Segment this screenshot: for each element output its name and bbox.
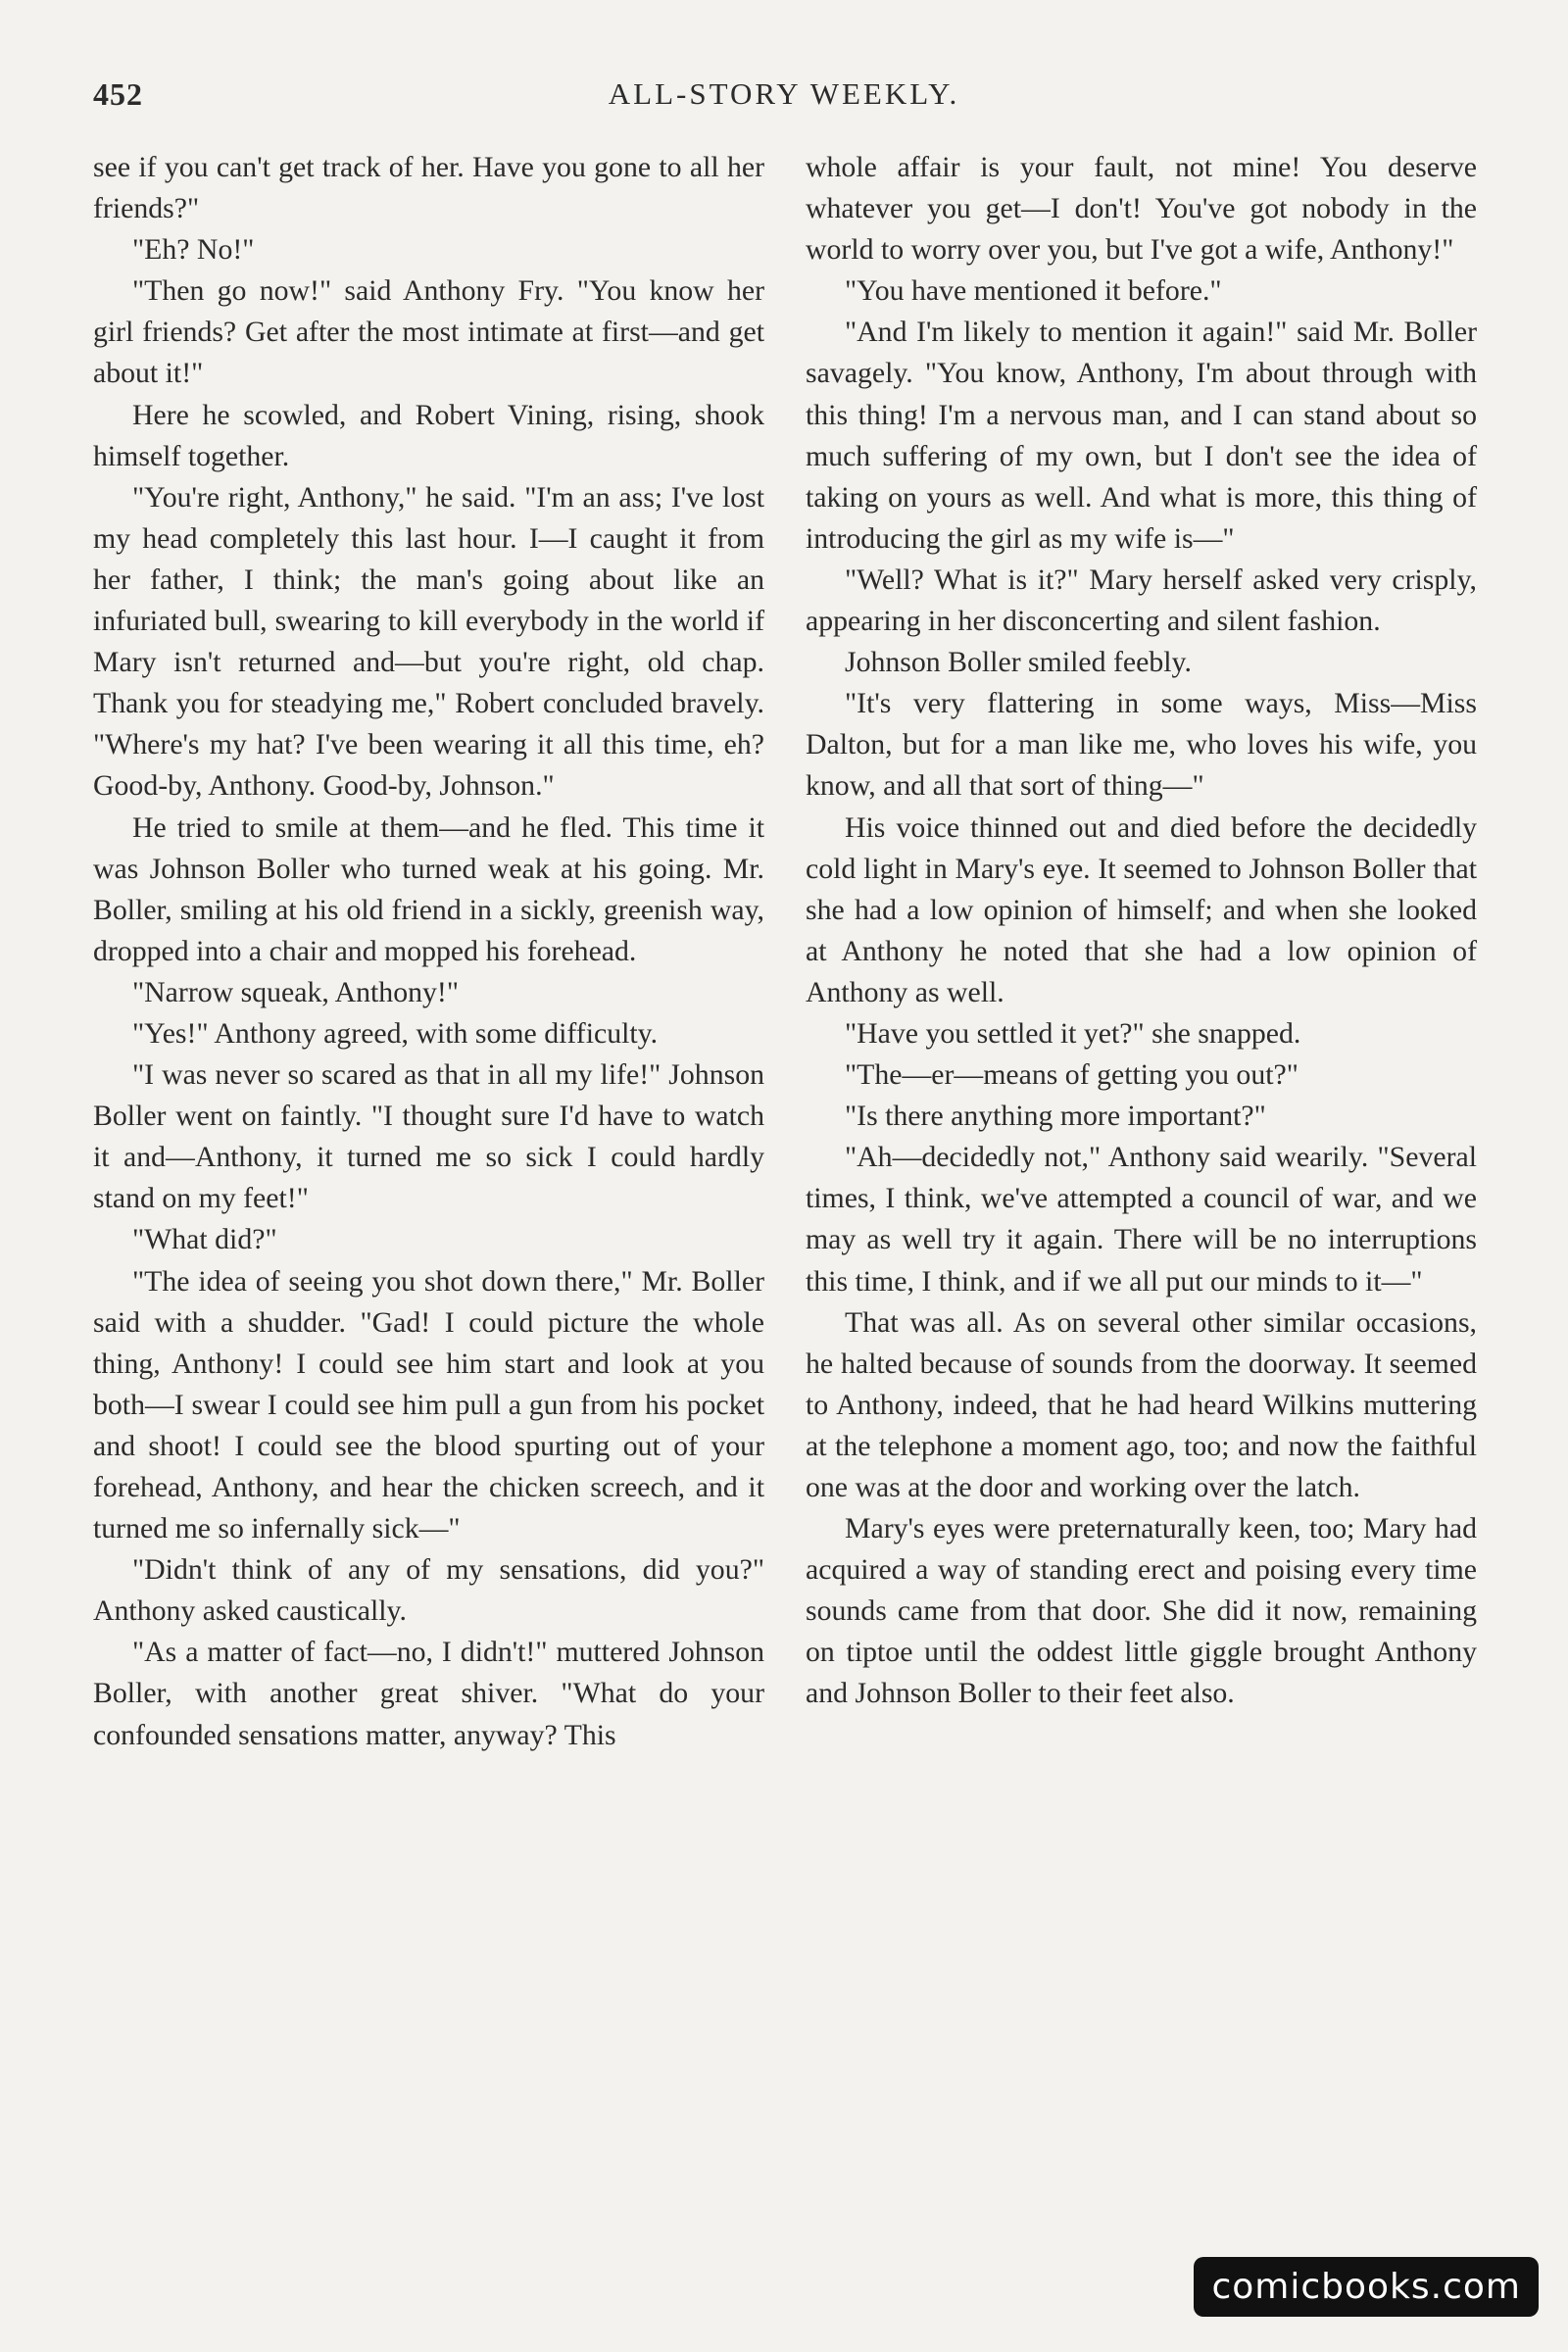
paragraph: "What did?": [132, 1223, 277, 1256]
paragraph: Here he scowled, and Robert Vining, rising, shook himself together.: [93, 398, 764, 472]
right-column: [806, 147, 1477, 1715]
paragraph: "As a matter of fact—no, I didn't!" muttered Johnson Boller, with another great shiver. "What do your confounded sensations matter, anyway? This: [93, 1636, 764, 1751]
paragraph: "Then go now!" said Anthony Fry. "You know her girl friends? Get after the most intimate at first—and get about it!": [93, 274, 764, 390]
paragraph: "The—er—means of getting you out?": [845, 1058, 1298, 1092]
watermark-logo: comicbooks.com: [1194, 2257, 1539, 2317]
paragraph: "And I'm likely to mention it again!" said Mr. Boller savagely. "You know, Anthony, I'm about through with this thing! I'm a nervous man, and I can stand about so much suffering of my own, but I don't see the idea of taking on yours as well. And what is more, this thing of introducing the girl as my wife is—": [806, 316, 1477, 555]
paragraph: "Didn't think of any of my sensations, did you?" Anthony asked caustically.: [93, 1553, 764, 1628]
paragraph: "Narrow squeak, Anthony!": [132, 975, 459, 1008]
paragraph: Johnson Boller smiled feebly.: [845, 646, 1192, 679]
running-head: ALL-STORY WEEKLY.: [608, 76, 960, 111]
page-number: 452: [93, 76, 143, 112]
paragraph: "I was never so scared as that in all my life!" Johnson Boller went on faintly. "I thought sure I'd have to watch it and—Anthony, it turned me so sick I could hardly stand on my feet!": [93, 1058, 764, 1215]
paragraph: "Well? What is it?" Mary herself asked very crisply, appearing in her disconcerting and silent fashion.: [806, 563, 1477, 638]
paragraph: "It's very flattering in some ways, Miss—Miss Dalton, but for a man like me, who loves his wife, you know, and all that sort of thing—": [806, 687, 1477, 803]
paragraph: "You're right, Anthony," he said. "I'm an ass; I've lost my head completely this last hour. I—I caught it from her father, I think; the man's going about like an infuriated bull, swearing to kill everybody in the world if Mary isn't returned and—but you're right, old chap. Thank you for steadying me," Robert concluded bravely. "Where's my hat? I've been wearing it all this time, eh? Good-by, Anthony. Good-by, Johnson.": [93, 480, 764, 803]
paragraph: "Is there anything more important?": [845, 1100, 1266, 1133]
paragraph: "Have you settled it yet?" she snapped.: [845, 1016, 1301, 1050]
paragraph: That was all. As on several other similar occasions, he halted because of sounds from the doorway. It seemed to Anthony, indeed, that he had heard Wilkins muttering at the telephone a moment ago, too; and now the faithful one was at the door and working over the latch.: [806, 1305, 1477, 1503]
paragraph: "Eh? No!": [132, 233, 255, 267]
paragraph: see if you can't get track of her. Have you gone to all her friends?": [93, 151, 764, 225]
left-column: [93, 147, 764, 1756]
paragraph: "Yes!" Anthony agreed, with some difficulty.: [132, 1016, 659, 1050]
paragraph: "The idea of seeing you shot down there," Mr. Boller said with a shudder. "Gad! I could picture the whole thing, Anthony! I could see him start and look at you both—I swear I could see him pull a gun from his pocket and shoot! I could see the blood spurting out of your forehead, Anthony, and hear the chicken screech, and it turned me so infernally sick—": [93, 1264, 764, 1545]
paragraph: Mary's eyes were preternaturally keen, too; Mary had acquired a way of standing erect and poising every time sounds came from that door. She did it now, remaining on tiptoe until the oddest little giggle brought Anthony and Johnson Boller to their feet also.: [806, 1512, 1477, 1710]
paragraph: "You have mentioned it before.": [845, 274, 1222, 308]
paragraph: "Ah—decidedly not," Anthony said wearily. "Several times, I think, we've attempted a council of war, and we may as well try it again. There will be no interruptions this time, I think, and if we all put our minds to it—": [806, 1141, 1477, 1298]
paragraph: He tried to smile at them—and he fled. This time it was Johnson Boller who turned weak at his going. Mr. Boller, smiling at his old friend in a sickly, greenish way, dropped into a chair and mopped his forehead.: [93, 810, 764, 967]
paragraph: His voice thinned out and died before the decidedly cold light in Mary's eye. It seemed to Johnson Boller that she had a low opinion of himself; and when she looked at Anthony he noted that she had a low opinion of Anthony as well.: [806, 810, 1477, 1008]
paragraph: whole affair is your fault, not mine! You deserve whatever you get—I don't! You've got nobody in the world to worry over you, but I've got a wife, Anthony!": [806, 151, 1477, 267]
page-header: [93, 76, 1475, 125]
